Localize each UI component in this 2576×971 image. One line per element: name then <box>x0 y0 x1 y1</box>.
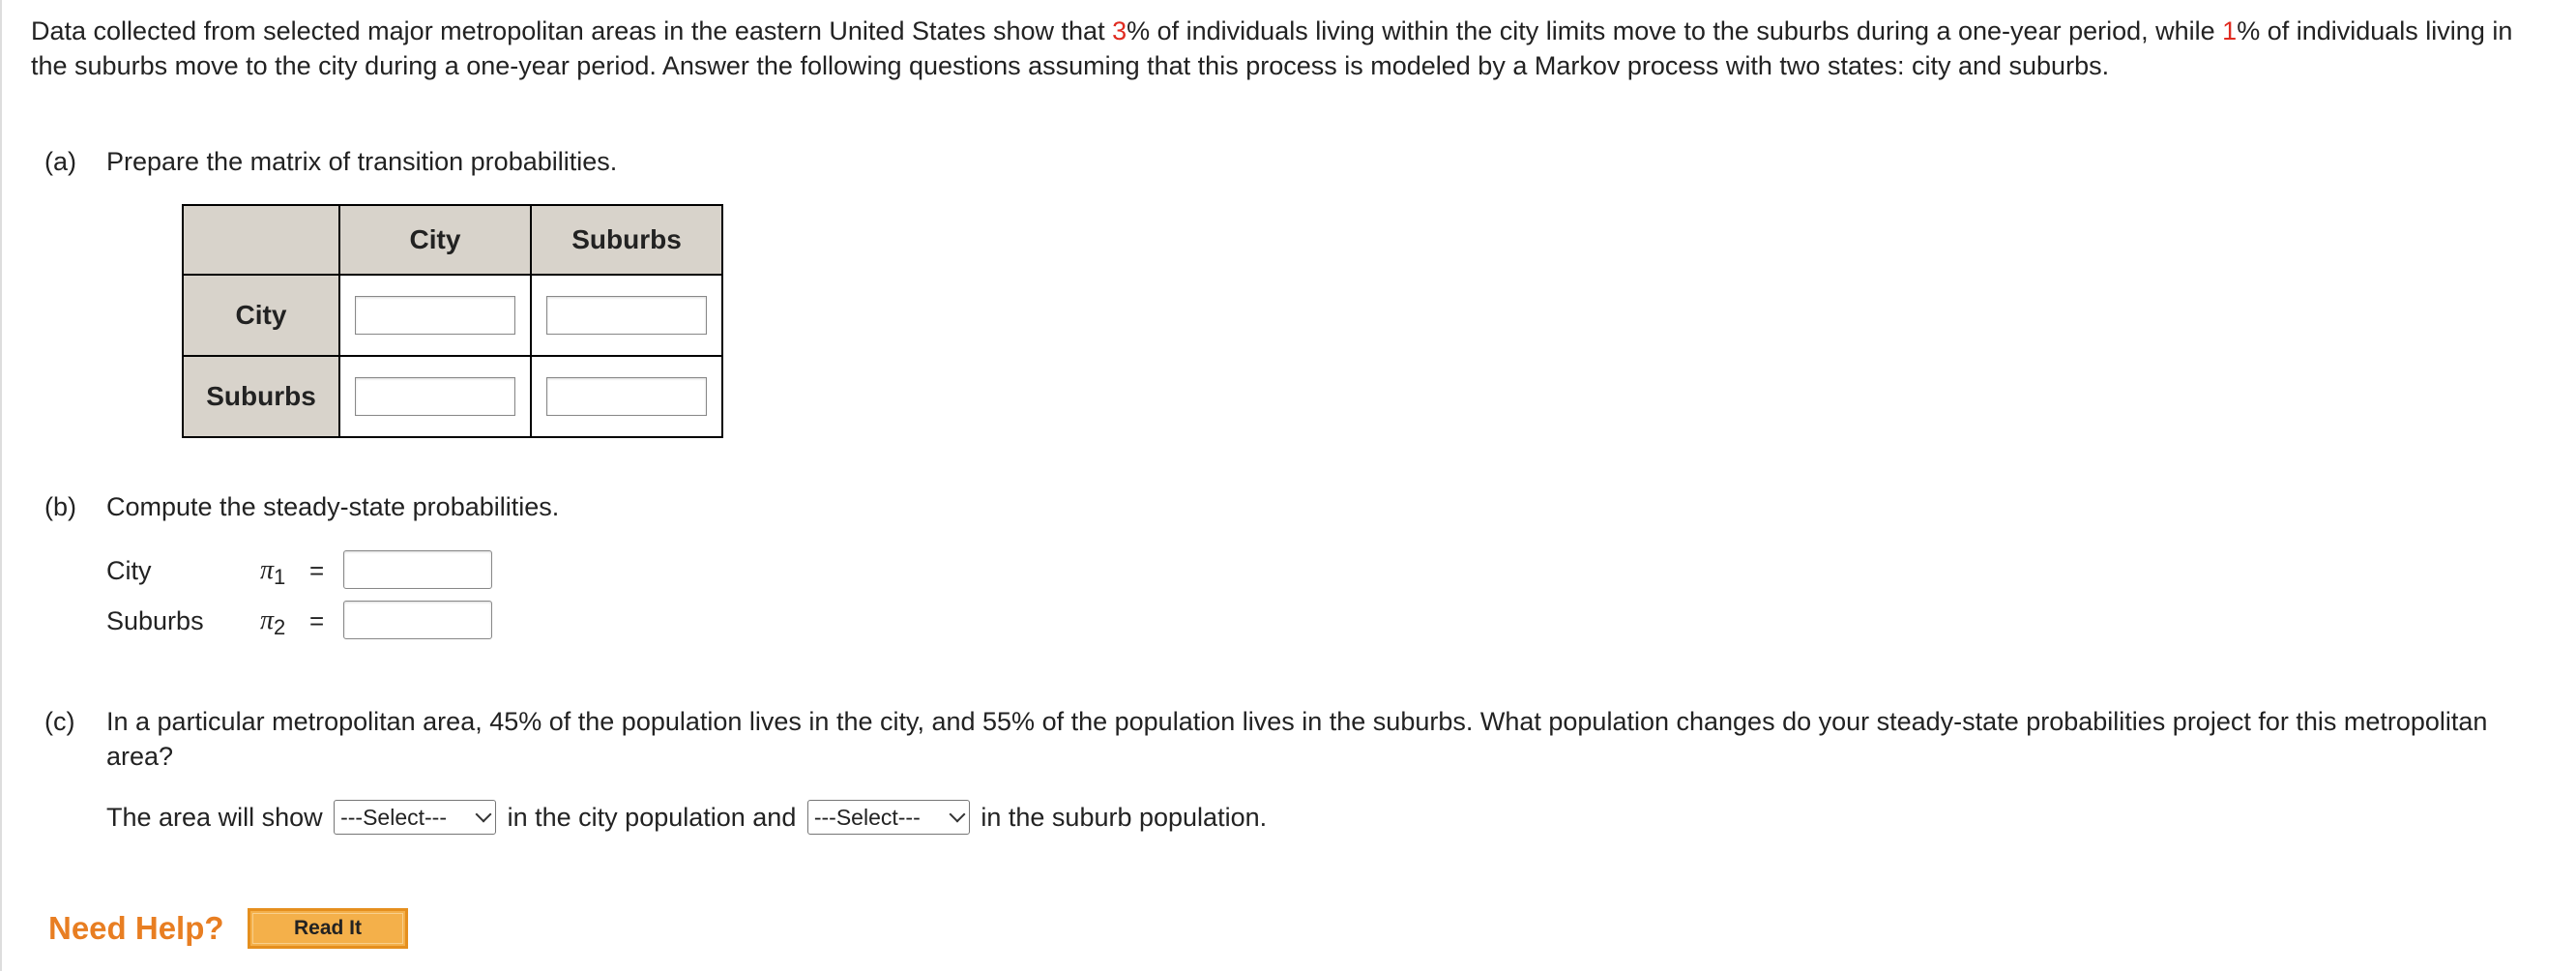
matrix-cell <box>339 275 531 356</box>
read-it-button[interactable]: Read It <box>248 908 408 949</box>
city-label: City <box>106 556 152 585</box>
sentence-start: The area will show <box>106 803 323 832</box>
suburb-to-city-percent: 1 <box>2222 16 2238 45</box>
suburbs-label: Suburbs <box>106 606 204 635</box>
p-suburbs-suburbs-input[interactable] <box>546 377 707 416</box>
col-header-city: City <box>339 205 531 275</box>
part-c-label: (c) <box>44 707 75 736</box>
part-b-label: (b) <box>44 492 76 521</box>
row-header-city: City <box>183 275 339 356</box>
need-help-label: Need Help? <box>48 910 224 946</box>
city-to-suburb-percent: 3 <box>1112 16 1127 45</box>
part-a-label: (a) <box>44 147 76 176</box>
pi-2-input[interactable] <box>343 601 492 639</box>
matrix-cell <box>339 356 531 437</box>
matrix-corner <box>183 205 339 275</box>
chevron-down-icon <box>949 806 965 822</box>
city-change-select[interactable] <box>334 800 496 835</box>
equals-sign: = <box>309 556 325 585</box>
part-a-question: Prepare the matrix of transition probabilities. <box>106 147 618 176</box>
p-city-city-input[interactable] <box>355 296 515 335</box>
suburb-change-select[interactable] <box>807 800 970 835</box>
row-header-suburbs: Suburbs <box>183 356 339 437</box>
answer-sentence <box>106 798 1267 837</box>
chevron-down-icon <box>476 806 492 822</box>
p-suburbs-city-input[interactable] <box>355 377 515 416</box>
city-select-value: ---Select--- <box>340 804 447 830</box>
p-city-suburbs-input[interactable] <box>546 296 707 335</box>
pi-1-input[interactable] <box>343 550 492 589</box>
transition-matrix <box>182 204 723 438</box>
matrix-cell <box>531 356 722 437</box>
col-header-suburbs: Suburbs <box>531 205 722 275</box>
intro-text-2: % of individuals living within the city limits move to the suburbs during a one-year period, while <box>1127 16 2223 45</box>
sentence-mid: in the city population and <box>507 803 797 832</box>
matrix-cell <box>531 275 722 356</box>
problem-statement <box>31 14 2555 83</box>
part-c-question: In a particular metropolitan area, 45% of the population lives in the city, and 55% of the population lives in the suburbs. What population changes do your steady-state probabilities project for this metropolitan area? <box>106 707 2488 771</box>
pi-1-symbol: $\pi_1$ <box>260 555 286 589</box>
intro-text-3: % of individuals living in the suburbs move to the city during a one-year period. Answer the following questions assuming that this process is modeled by a Markov process with two states: city and suburbs. <box>31 16 2513 80</box>
sentence-end: in the suburb population. <box>981 803 1268 832</box>
pi-2-symbol: $\pi_2$ <box>260 605 286 639</box>
part-b-question: Compute the steady-state probabilities. <box>106 492 560 521</box>
equals-sign: = <box>309 606 325 635</box>
suburb-select-value: ---Select--- <box>813 804 921 830</box>
intro-text-1: Data collected from selected major metropolitan areas in the eastern United States show that <box>31 16 1113 45</box>
